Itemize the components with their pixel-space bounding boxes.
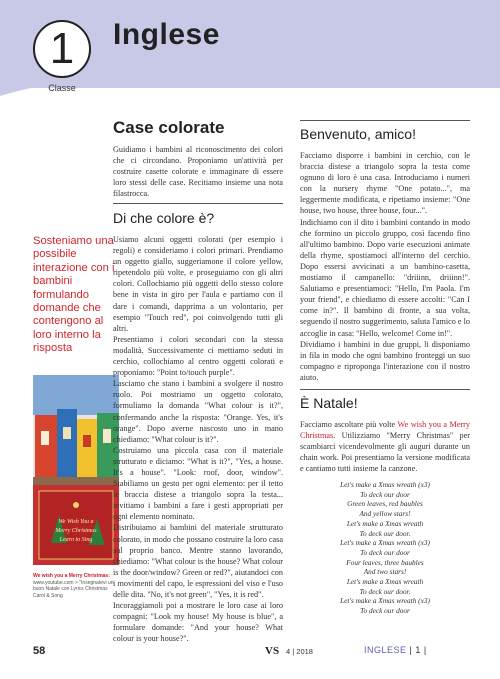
colours-p3: Lasciamo che stano i bambini a svolgere il nostro ruolo. Poi mostriamo un oggetto colorato, formuliamo la domanda "What colour is it?", confermando anche la risposta: "Orange. Yes, it's orange". Dopo averne nascosto uno in mano chiediamo: "What colour is it?". bbox=[113, 379, 283, 444]
intro-paragraph: Guidiamo i bambini al riconoscimento dei colori che ci circondano. Proponiamo un'attività per costruire casette colorate e immaginare di essere loro stessi delle case. Recitiamo insieme una nota filastrocca. bbox=[113, 145, 283, 199]
song-line: Let's make a Xmas wreath bbox=[346, 577, 424, 587]
page-number: 58 bbox=[33, 645, 46, 657]
class-label: Classe bbox=[48, 83, 76, 93]
colours-p6: Incoraggiamoli poi a mostrare le loro case ai loro compagni: "Look my house! My house is blue", a formulare domande: "And your house? What colour is your house?". bbox=[113, 601, 283, 644]
article-title: Case colorate bbox=[113, 118, 225, 137]
photo-text-line1: We Wish You a bbox=[58, 519, 94, 525]
caption-title: We wish you a Merry Christmas: bbox=[33, 573, 110, 579]
caption-text: www.youtube.com > "Insegnatevi un buon Natale con Lyrics Christmas Carol & Song bbox=[33, 579, 114, 599]
song-line: Let's make a Xmas wreath (x3) bbox=[340, 538, 430, 548]
class-number: 1 bbox=[49, 24, 75, 73]
subject-title: Inglese bbox=[113, 18, 220, 51]
song-line: Let's make a Xmas wreath (x3) bbox=[340, 480, 430, 489]
section-title-colours: Di che colore è? bbox=[113, 210, 215, 226]
issue-number: 4 | 2018 bbox=[286, 647, 313, 656]
song-line: And yellow stars! bbox=[359, 509, 411, 519]
welcome-p1: Facciamo disporre i bambini in cerchio, con le braccia distese a triangolo sopra la testa come ognuno di loro è una casa. Introduciamo i numeri con la nursery rhyme "One potato...", ma leggermente modificata, e ripetiamo insieme: "One house, two house, three house, four...". bbox=[300, 151, 470, 216]
footer-section-number: 1 bbox=[415, 645, 421, 655]
colours-p5: Distribuiamo ai bambini del materiale strutturato colorato, in modo che possano costruire la loro casa sul proprio banco. Mentre stanno lavorando, chiediamo: "What colour is the house? What colour is the door/window? Green or red?", aiutandoci con i movimenti del capo, le espressioni del viso e l'uso delle dita. "No, it's not green", "Yes, it is red". bbox=[113, 523, 283, 599]
section-christmas-body: Facciamo ascoltare più volte We wish you a Merry Christmas. Utilizziamo "Merry Christmas" per scambiarci vicendevolmente gli auguri durante un chain work. Poi presentiamo la versione modificata e cantiamo tutti insieme la canzone. bbox=[300, 420, 470, 474]
section-title-welcome: Benvenuto, amico! bbox=[300, 126, 416, 142]
song-line: To deck our door. bbox=[359, 586, 411, 596]
song-line: And two stars! bbox=[363, 567, 407, 577]
welcome-p3: Dividiamo i bambini in due gruppi, li disponiamo in fila in modo che ogni bambino fronteggi un suo compagno e riproponga l'interazione con il nostro aiuto. bbox=[300, 339, 470, 382]
song-line: Four leaves, three baubles bbox=[346, 557, 424, 567]
section-colours-body bbox=[113, 234, 283, 644]
welcome-p2: Indichiamo con il dito i bambini contando in modo che formino un piccolo gruppo, così facendo fino all'ultimo bambino. Dopo varie esecuzioni animate della rhyme, spostiamoci all'interno del cerchio. Dopo essersi avvicinati a un bambino-casetta, mostiamo il campanello: "driiinn, driiinn!". Salutiamo e presentiamoci: "Hello, I'm Paola. I'm your friend", e chiediamo di essere accolti: "Can I come in?". Il bambino di fronte, a sua volta, seguendo il nostro suggerimento, saluta l'amico e lo accoglie in casa: "Hello, welcome! Come in!". bbox=[300, 217, 470, 338]
colours-p4: Costruiamo una piccola casa con il materiale strutturato e diciamo: "What is it?", "Yes, a house. It's a house". "Look: roof, door, window". Stabiliamo un gesto per ogni elemento: per il tetto le braccia distese a triangolo sopra la testa... invitiamo i bambini a fare i gesti appropriati per ogni elemento nominato. bbox=[113, 445, 283, 522]
magazine-logo: VS bbox=[265, 645, 280, 657]
song-line: Let's make a Xmas wreath (x3) bbox=[340, 596, 430, 606]
christmas-photo bbox=[33, 375, 119, 565]
section-divider bbox=[113, 203, 283, 204]
section-divider bbox=[300, 389, 470, 390]
song-line: Let's make a Xmas wreath bbox=[346, 518, 424, 528]
colours-p1: Usiamo alcuni oggetti colorati (per esempio i regoli) e consideriamo i colori primari. Prendiamo un oggetto giallo, suggeriamone il colore yellow, ripetendolo più volte, e proseguiamo con gli altri colori. Collochiamo più oggetti dello stesso colore bene in vista in giro per l'aula e partiamo con il dare i comandi, dapprima a un volontario, per esempio "Touch red", poi coinvolgendo tutti gli altri. bbox=[113, 235, 283, 333]
section-welcome-body bbox=[300, 150, 470, 383]
song-line: To deck our door. bbox=[359, 528, 411, 538]
song-line: To deck our door bbox=[360, 606, 410, 616]
song-title-link: We wish you a Merry Christmas bbox=[300, 420, 470, 441]
photo-text-line2: Merry Christmas bbox=[55, 528, 97, 534]
section-title-christmas: È Natale! bbox=[300, 395, 358, 411]
song-lyrics bbox=[300, 480, 470, 616]
photo-text-line3: Learn to Sing bbox=[59, 537, 93, 543]
colours-p2: Presentiamo i colori secondari con la stessa modalità. Successivamente ci mettiamo seduti in cerchio, collochiamo al centro oggetti colorati e proponiamo: "Point to/touch purple". bbox=[113, 334, 283, 378]
photo-caption bbox=[33, 573, 119, 599]
song-line: To deck our door bbox=[360, 489, 410, 499]
song-line: Green leaves, red baubles bbox=[347, 499, 423, 509]
song-line: To deck our door bbox=[360, 547, 410, 557]
footer-section: INGLESE | 1 | bbox=[364, 645, 427, 655]
footer-section-label: INGLESE bbox=[364, 645, 407, 655]
sidebar-quote: Sosteniamo una possibile interazione con i bambini formulando domande che contengono al loro interno la risposta bbox=[33, 235, 115, 355]
section-divider bbox=[300, 120, 470, 121]
